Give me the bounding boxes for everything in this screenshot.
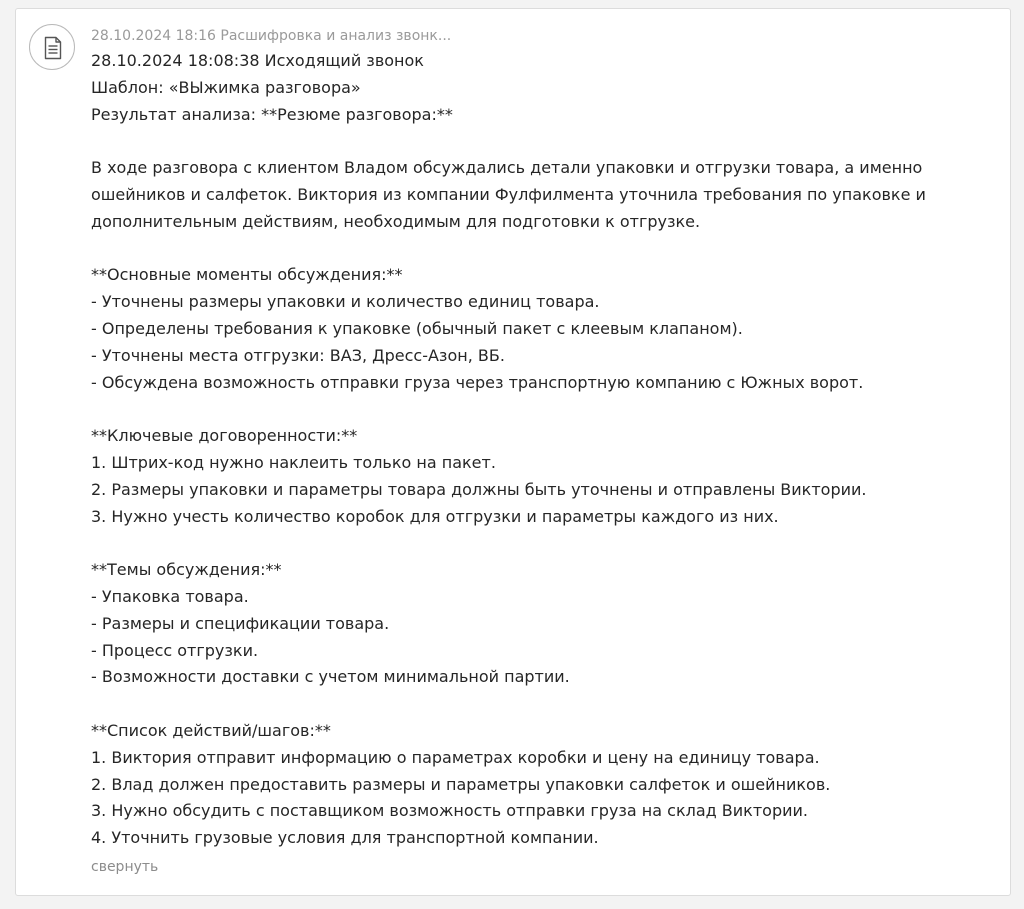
- event-header: 28.10.2024 18:16 Расшифровка и анализ звонк...: [91, 28, 452, 44]
- call-analysis-card: [15, 8, 1011, 896]
- event-type-badge: [29, 24, 75, 70]
- text-line: - Уточнены размеры упаковки и количество единиц товара.: [91, 292, 600, 312]
- text-line: **Темы обсуждения:**: [91, 560, 282, 580]
- blank-line: [91, 128, 991, 155]
- blank-line: [91, 691, 991, 718]
- text-line: 3. Нужно обсудить с поставщиком возможность отправки груза на склад Виктории.: [91, 801, 808, 821]
- text-line: 2. Размеры упаковки и параметры товара должны быть уточнены и отправлены Виктории.: [91, 479, 867, 499]
- text-line: 1. Виктория отправит информацию о параметрах коробки и цену на единицу товара.: [91, 747, 820, 767]
- event-content: [91, 25, 991, 878]
- text-line: 2. Влад должен предоставить размеры и параметры упаковки салфеток и ошейников.: [91, 774, 831, 794]
- text-line: - Уточнены места отгрузки: ВАЗ, Дресс-Азон, ВБ.: [91, 345, 505, 365]
- text-line: - Упаковка товара.: [91, 586, 249, 606]
- text-line: - Определены требования к упаковке (обычный пакет с клеевым клапаном).: [91, 318, 743, 338]
- text-line: 28.10.2024 18:08:38 Исходящий звонок: [91, 51, 424, 70]
- text-line: **Список действий/шагов:**: [91, 720, 331, 740]
- text-line: - Возможности доставки с учетом минимальной партии.: [91, 667, 570, 687]
- text-line: - Размеры и спецификации товара.: [91, 613, 390, 633]
- text-line: Шаблон: «ВЫжимка разговора»: [91, 77, 361, 97]
- text-line: - Процесс отгрузки.: [91, 640, 259, 660]
- text-line: ошейников и салфеток. Виктория из компании Фулфилмента уточнила требования по упаковке и: [91, 184, 926, 204]
- text-line: 3. Нужно учесть количество коробок для отгрузки и параметры каждого из них.: [91, 506, 779, 526]
- blank-line: [91, 236, 991, 263]
- analysis-text: [91, 48, 991, 852]
- blank-line: [91, 396, 991, 423]
- text-line: - Обсуждена возможность отправки груза через транспортную компанию с Южных ворот.: [91, 372, 864, 392]
- text-line: **Ключевые договоренности:**: [91, 426, 358, 446]
- text-line: Результат анализа: **Резюме разговора:**: [91, 104, 453, 124]
- text-line: В ходе разговора с клиентом Владом обсуждались детали упаковки и отгрузки товара, а именно: [91, 158, 923, 178]
- collapse-link[interactable]: свернуть: [91, 858, 159, 875]
- text-line: дополнительным действиям, необходимым для подготовки к отгрузке.: [91, 211, 701, 231]
- text-line: 4. Уточнить грузовые условия для транспортной компании.: [91, 828, 599, 848]
- text-line: 1. Штрих-код нужно наклеить только на пакет.: [91, 452, 496, 472]
- text-line: **Основные моменты обсуждения:**: [91, 265, 403, 285]
- document-icon: [43, 36, 63, 60]
- blank-line: [91, 530, 991, 557]
